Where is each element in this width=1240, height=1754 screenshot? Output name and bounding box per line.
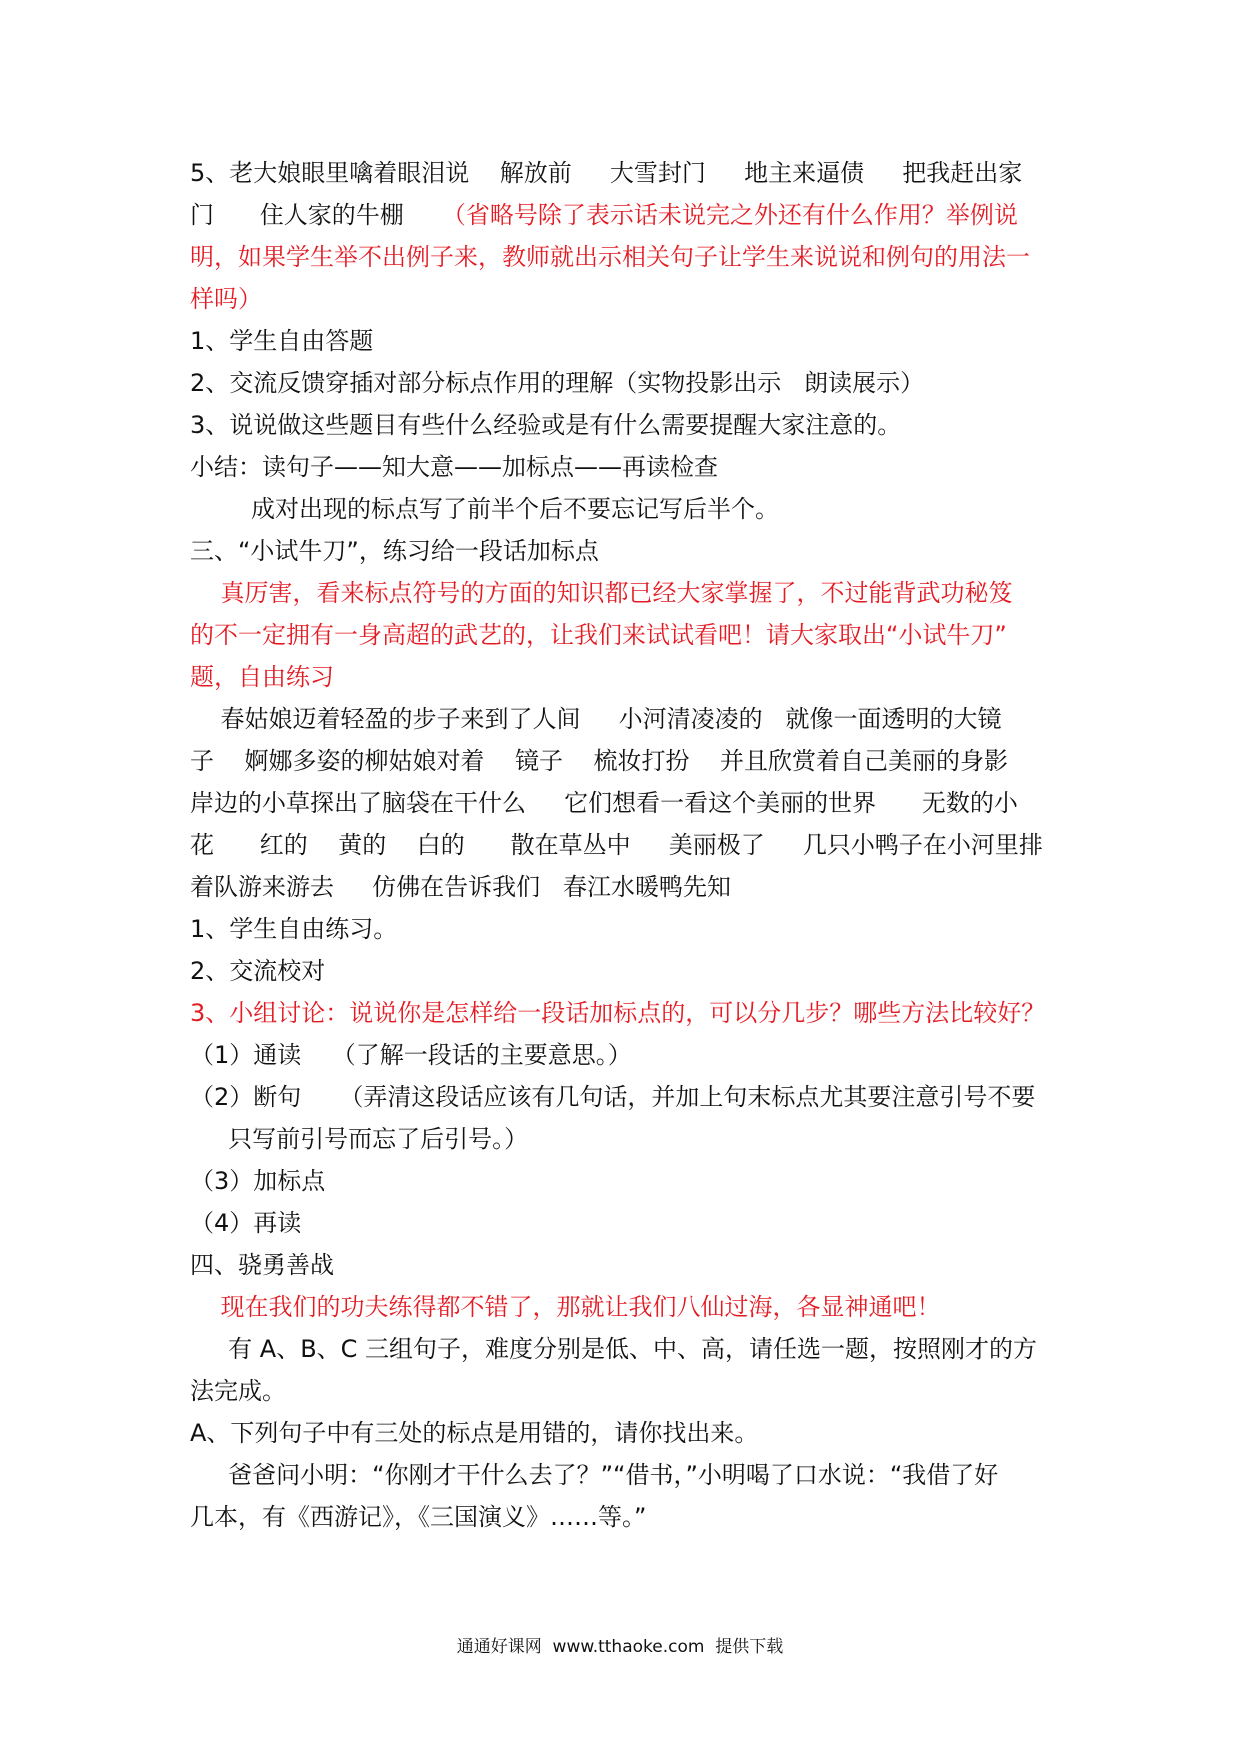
text-line: （4）再读 (190, 1209, 302, 1237)
text-line: 真厉害，看来标点符号的方面的知识都已经大家掌握了，不过能背武功秘笈 (190, 579, 1013, 607)
text-line: 几本，有《西游记》，《三国演义》……等。” (190, 1503, 647, 1531)
text-line: （1）通读 （了解一段话的主要意思。） (190, 1041, 632, 1069)
text-line: 法完成。 (190, 1377, 286, 1405)
text-line: 明，如果学生举不出例子来，教师就出示相关句子让学生来说说和例句的用法一 (190, 243, 1030, 271)
footer-credit: 通通好课网 www.tthaoke.com 提供下载 (456, 1637, 784, 1657)
text-line: 样吗） (190, 285, 262, 313)
text-fragment: 门 住人家的牛棚 (190, 201, 442, 229)
text-line: 三、“小试牛刀”，练习给一段话加标点 (190, 537, 599, 565)
text-line: 小结：读句子——知大意——加标点——再读检查 (190, 453, 718, 481)
text-line: 着队游来游去 仿佛在告诉我们 春江水暖鸭先知 (190, 873, 732, 901)
text-line: 岸边的小草探出了脑袋在干什么 它们想看一看这个美丽的世界 无数的小 (190, 789, 1018, 817)
text-line: 只写前引号而忘了后引号。） (190, 1125, 529, 1153)
text-line: 春姑娘迈着轻盈的步子来到了人间 小河清凌凌的 就像一面透明的大镜 (190, 705, 1002, 733)
text-line: 有 A、B、C 三组句子，难度分别是低、中、高，请任选一题，按照刚才的方 (190, 1335, 1038, 1363)
text-line: 1、学生自由答题 (190, 327, 374, 355)
text-line: 3、小组讨论：说说你是怎样给一段话加标点的，可以分几步？哪些方法比较好？ (190, 999, 1046, 1027)
text-line: 5、老大娘眼里噙着眼泪说 解放前 大雪封门 地主来逼债 把我赶出家 (190, 159, 1023, 187)
text-line: 3、说说做这些题目有些什么经验或是有什么需要提醒大家注意的。 (190, 411, 902, 439)
text-line: 爸爸问小明：“你刚才干什么去了？”“借书，”小明喝了口水说：“我借了好 (190, 1461, 999, 1489)
text-line: A、下列句子中有三处的标点是用错的，请你找出来。 (190, 1419, 759, 1447)
text-line: 现在我们的功夫练得都不错了，那就让我们八仙过海，各显神通吧！ (190, 1293, 941, 1321)
text-line: 2、交流校对 (190, 957, 326, 985)
text-line: 子 婀娜多姿的柳姑娘对着 镜子 梳妆打扮 并且欣赏着自己美丽的身影 (190, 747, 1009, 775)
text-line: 成对出现的标点写了前半个后不要忘记写后半个。 (190, 495, 780, 523)
text-line: 2、交流反馈穿插对部分标点作用的理解（实物投影出示 朗读展示） (190, 369, 925, 397)
text-line: 花 红的 黄的 白的 散在草丛中 美丽极了 几只小鸭子在小河里排 (190, 831, 1043, 859)
text-line: （3）加标点 (190, 1167, 326, 1195)
document-body (190, 152, 1070, 1538)
text-line: 题，自由练习 (190, 663, 334, 691)
text-fragment: （省略号除了表示话未说完之外还有什么作用？举例说 (441, 201, 1018, 229)
text-line: 的不一定拥有一身高超的武艺的，让我们来试试看吧！请大家取出“小试牛刀” (190, 621, 1007, 649)
text-line: 四、骁勇善战 (190, 1251, 334, 1279)
text-line: 1、学生自由练习。 (190, 915, 398, 943)
text-line (190, 194, 1070, 236)
text-line: （2）断句 （弄清这段话应该有几句话，并加上句末标点尤其要注意引号不要 (190, 1083, 1036, 1111)
